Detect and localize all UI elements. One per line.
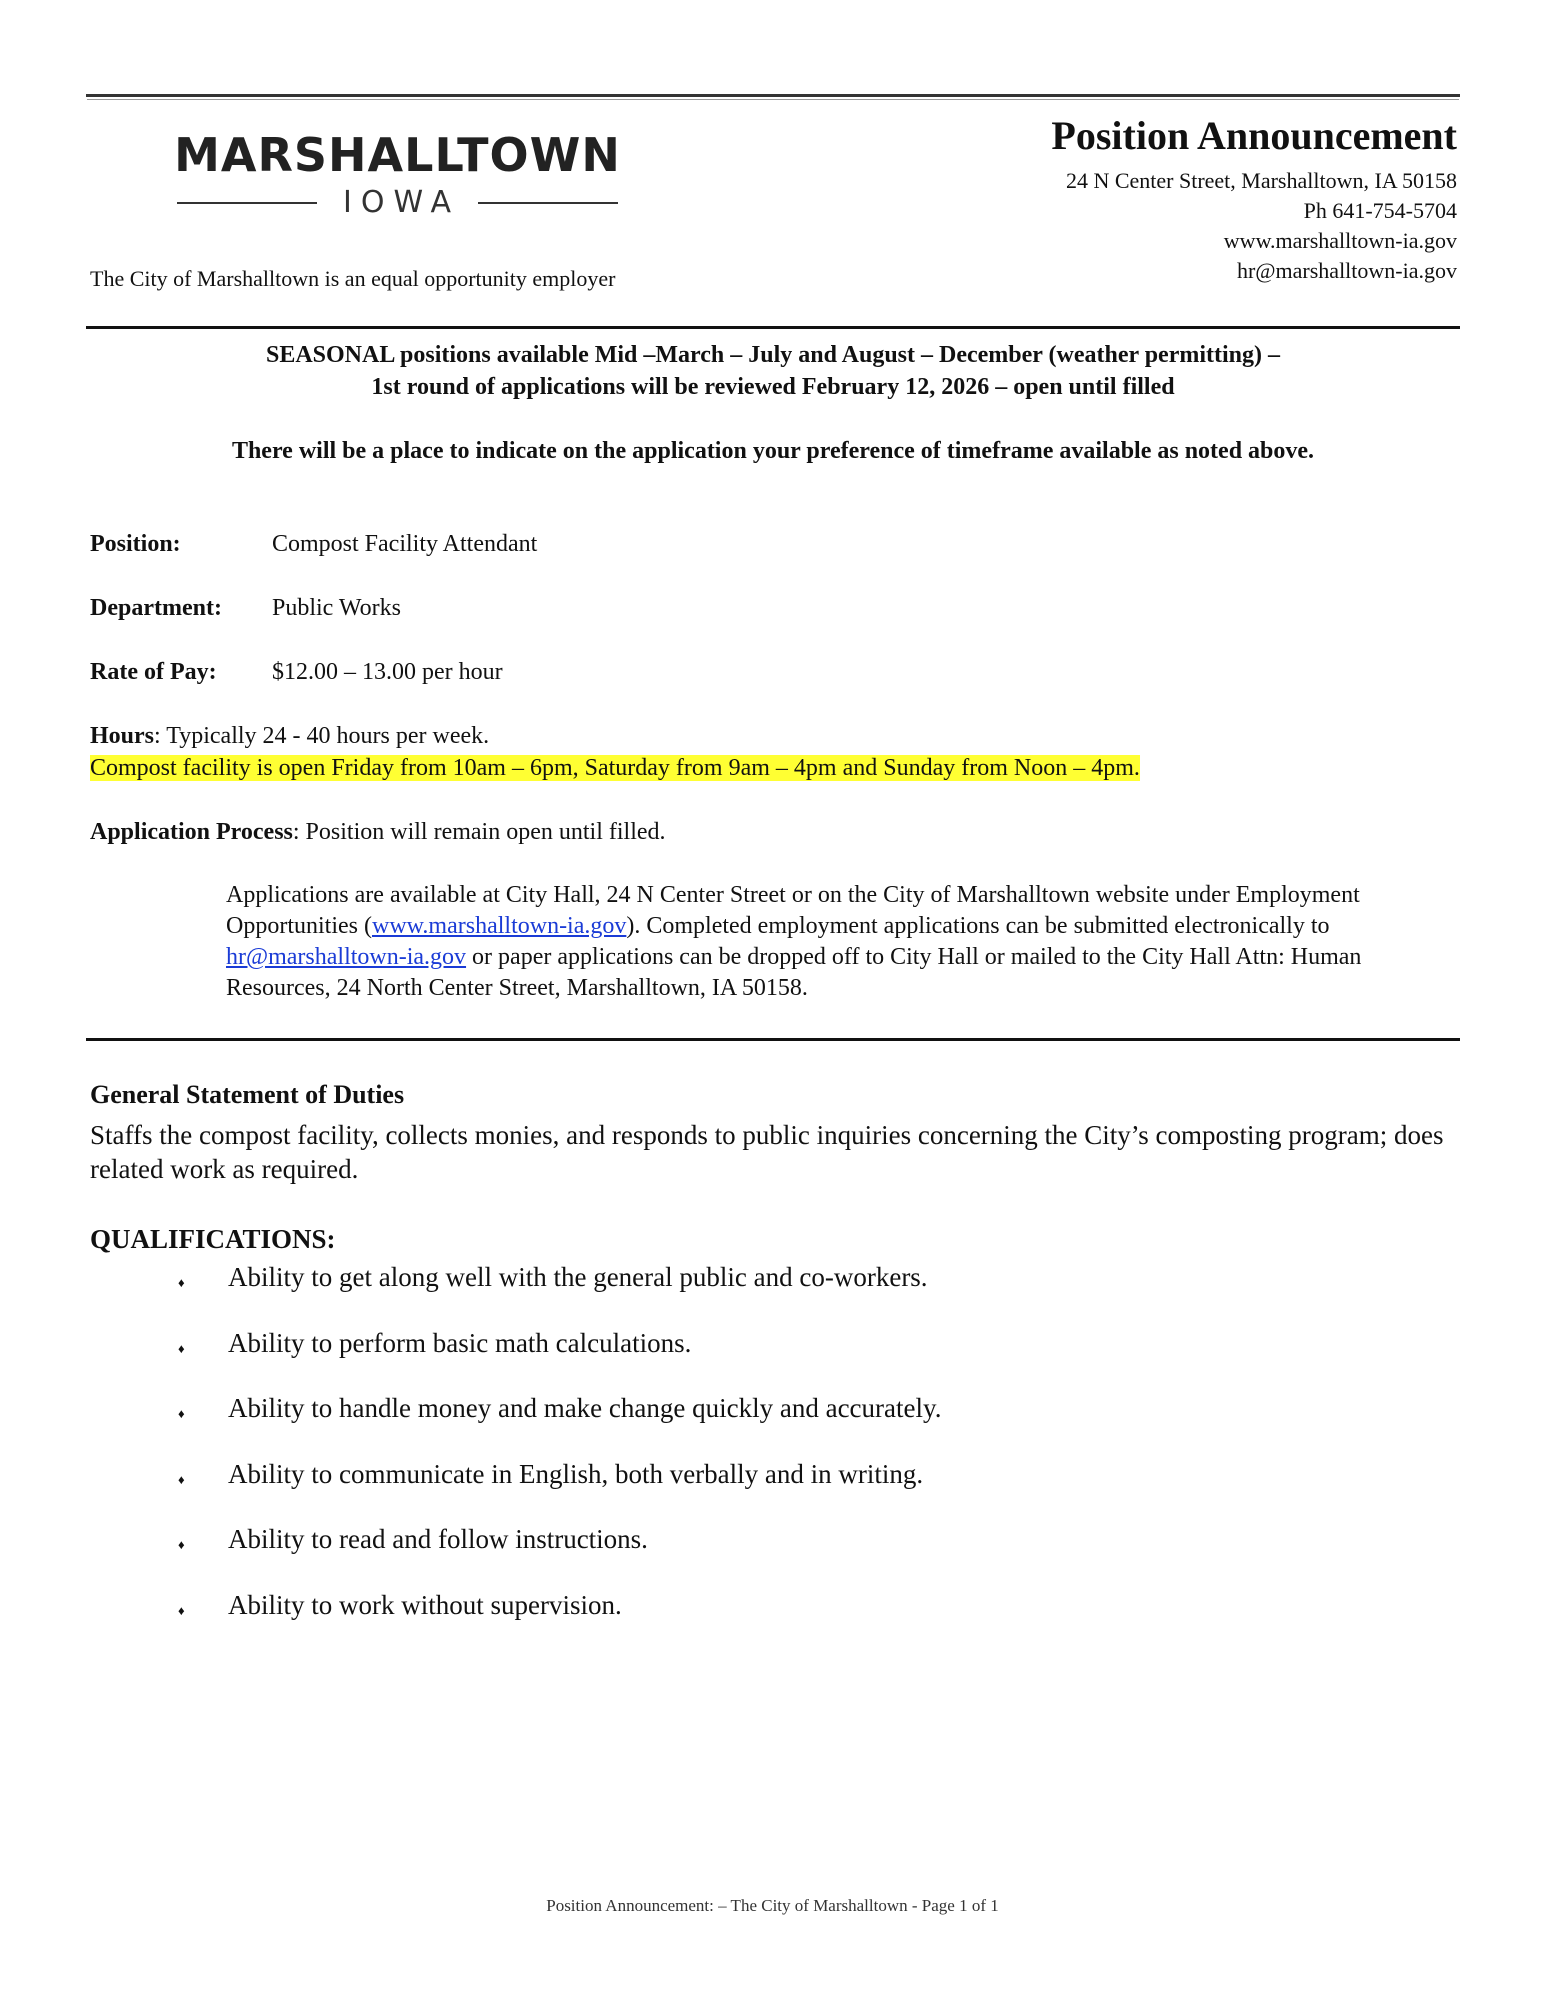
department-value: Public Works (272, 595, 401, 621)
header-email: hr@marshalltown-ia.gov (1236, 258, 1457, 283)
application-instructions: Applications are available at City Hall, 24 N Center Street or on the City of Marshalltown website under Employment Opportunities (www.marshalltown-ia.gov). Completed employment applications can be submitted electronically to hr@marshalltown-ia.gov or paper applications can be dropped off to City Hall or mailed to the City Hall Attn: Human Resources, 24 North Center Street, Marshalltown, IA 50158. (226, 882, 1362, 1001)
hours-highlight-row (90, 753, 1140, 784)
list-item: ♦ Ability to communicate in English, both verbally and in writing. (178, 1457, 942, 1523)
header-contact-block (1051, 112, 1457, 286)
position-label: Position: (90, 531, 181, 557)
seasonal-notice-line2: 1st round of applications will be reviewed February 12, 2026 – open until filled (371, 374, 1175, 400)
seasonal-notice-line1: SEASONAL positions available Mid –March – July and August – December (weather permitting) – (265, 342, 1281, 368)
list-item: ♦ Ability to get along well with the general public and co-workers. (178, 1260, 942, 1326)
process-value: : Position will remain open until filled. (292, 819, 666, 845)
list-item: ♦ Ability to read and follow instructions. (178, 1522, 942, 1588)
list-item: ♦ Ability to handle money and make change quickly and accurately. (178, 1391, 942, 1457)
pay-value: $12.00 – 13.00 per hour (272, 659, 503, 685)
hours-value: : Typically 24 - 40 hours per week. (154, 723, 490, 749)
logo-state: IOWA (342, 185, 460, 220)
list-item: ♦ Ability to perform basic math calculations. (178, 1326, 942, 1392)
diamond-bullet-icon: ♦ (178, 1602, 185, 1618)
pay-label: Rate of Pay: (90, 659, 217, 685)
diamond-bullet-icon: ♦ (178, 1537, 185, 1552)
process-row (90, 817, 666, 848)
list-item: ♦ Ability to work without supervision. (178, 1588, 942, 1654)
eoe-statement: The City of Marshalltown is an equal opportunity employer (90, 266, 616, 291)
process-label: Application Process (90, 819, 293, 845)
diamond-bullet-icon: ♦ (178, 1471, 185, 1487)
logo-wordmark: MARSHALLTOWN (174, 128, 621, 182)
section-divider (86, 1038, 1460, 1041)
department-label: Department: (90, 595, 222, 621)
diamond-bullet-icon: ♦ (178, 1340, 185, 1356)
qualifications-list (178, 1260, 942, 1653)
hours-label: Hours (90, 723, 155, 749)
hr-email-link[interactable]: hr@marshalltown-ia.gov (226, 944, 467, 970)
logo-line-left (177, 202, 317, 204)
diamond-bullet-icon: ♦ (178, 1406, 185, 1421)
logo-line-right (478, 202, 618, 204)
header-divider (86, 326, 1460, 329)
header-phone: Ph 641-754-5704 (1303, 198, 1457, 223)
page-footer: Position Announcement: – The City of Marshalltown - Page 1 of 1 (546, 1896, 999, 1915)
facility-hours-highlight: Compost facility is open Friday from 10am – 6pm, Saturday from 9am – 4pm and Sunday from Noon – 4pm. (90, 755, 1140, 781)
top-double-rule (86, 94, 1460, 97)
qualifications-heading: QUALIFICATIONS: (90, 1224, 336, 1254)
position-value: Compost Facility Attendant (272, 531, 538, 557)
duties-heading: General Statement of Duties (90, 1080, 405, 1109)
header-website: www.marshalltown-ia.gov (1223, 228, 1457, 253)
page-title: Position Announcement (1051, 113, 1457, 158)
header-address: 24 N Center Street, Marshalltown, IA 50158 (1065, 168, 1457, 193)
diamond-bullet-icon: ♦ (178, 1275, 185, 1290)
website-link[interactable]: www.marshalltown-ia.gov (371, 913, 627, 939)
duties-text: Staffs the compost facility, collects monies, and responds to public inquiries concerning the City’s composting program; does related work as required. (90, 1120, 1444, 1184)
preference-notice: There will be a place to indicate on the application your preference of timeframe available as noted above. (231, 438, 1315, 464)
city-logo (170, 128, 625, 218)
hours-row (90, 721, 489, 752)
